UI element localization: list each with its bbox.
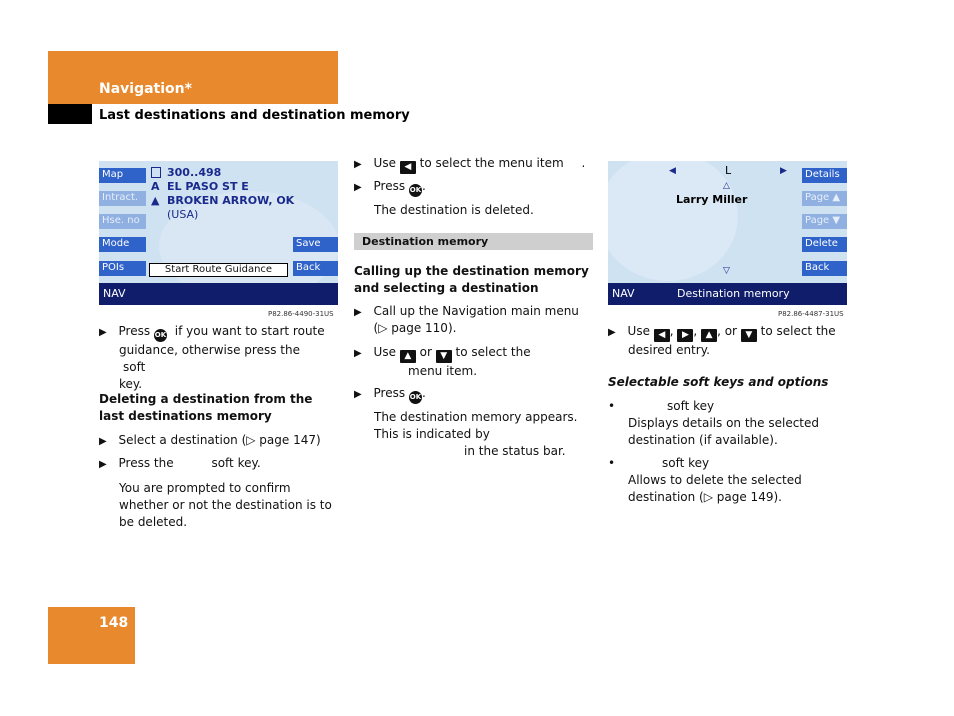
street-line: EL PASO ST E xyxy=(167,180,249,193)
right-arrow-icon: ▶ xyxy=(780,166,787,176)
col1-step1: ▶ Press OK if you want to start route guidance, otherwise press the soft key. xyxy=(99,324,325,391)
left-key-icon: ◀ xyxy=(654,329,670,342)
col1-heading: Deleting a destination from the last destinations memory xyxy=(99,392,313,423)
header-orange-block xyxy=(48,51,338,104)
screenshot-route-guidance xyxy=(99,161,338,305)
left-arrow-icon: ◀ xyxy=(669,166,676,176)
bullet-arrow-icon: ▶ xyxy=(99,436,107,447)
bullet-arrow-icon: ▶ xyxy=(354,182,362,193)
bullet-arrow-icon: ▶ xyxy=(99,327,107,338)
col2-note1: The destination is deleted. xyxy=(374,203,534,217)
status-nav: NAV xyxy=(612,287,635,300)
col3-step1: ▶ Use ◀ , ▶ , ▲ , or ▼ to select the desired entry. xyxy=(608,324,836,357)
up-key-icon: ▲ xyxy=(400,350,416,363)
city-line: BROKEN ARROW, OK xyxy=(167,194,295,207)
softkey-page-down: Page ▼ xyxy=(802,214,847,229)
subsection-title: Last destinations and destination memory xyxy=(99,108,410,123)
right-key-icon: ▶ xyxy=(677,329,693,342)
destination-memory-heading: Destination memory xyxy=(362,235,489,248)
ok-button-icon: OK xyxy=(409,391,422,404)
bullet-arrow-icon: ▶ xyxy=(608,327,616,338)
col3-option-details: • soft key Displays details on the selected destination (if available). xyxy=(608,399,820,447)
down-key-icon: ▼ xyxy=(436,350,452,363)
up-key-icon: ▲ xyxy=(701,329,717,342)
figure-id-2: P82.86-4487-31US xyxy=(778,310,844,318)
softkey-details: Details xyxy=(802,168,847,183)
status-destination-memory: Destination memory xyxy=(677,287,790,300)
col2-heading: Calling up the destination memory and selecting a destination xyxy=(354,264,589,295)
col1-step3: ▶ Press the soft key. xyxy=(99,456,261,470)
scroll-up-icon: △ xyxy=(723,181,730,191)
softkey-hse-no: Hse. no xyxy=(99,214,146,229)
figure-id-1: P82.86-4490-31US xyxy=(268,310,334,318)
bullet-arrow-icon: ▶ xyxy=(354,348,362,359)
col3-option-delete: • soft key Allows to delete the selected destination (▷ page 149). xyxy=(608,456,802,504)
street-icon: A xyxy=(151,180,160,193)
bullet-arrow-icon: ▶ xyxy=(354,159,362,170)
down-key-icon: ▼ xyxy=(741,329,757,342)
softkey-map: Map xyxy=(99,168,146,183)
softkey-page-up: Page ▲ xyxy=(802,191,847,206)
col2-step4: ▶ Use ▲ or ▼ to select the menu item. xyxy=(354,345,531,378)
col2-step2: ▶ Press OK. xyxy=(354,178,594,197)
bullet-dot: • xyxy=(608,399,616,413)
bullet-dot: • xyxy=(608,456,616,470)
status-bar xyxy=(608,283,847,305)
selected-entry-name: Larry Miller xyxy=(676,193,748,206)
house-number-line: 300..498 xyxy=(167,166,222,179)
col2-step1: ▶ Use ◀ to select the menu item . xyxy=(354,156,586,172)
col2-note2: The destination memory appears. This is indicated by in the status bar. xyxy=(374,410,578,458)
status-bar xyxy=(99,283,338,305)
country-line: (USA) xyxy=(167,208,199,221)
softkey-delete: Delete xyxy=(802,237,847,252)
status-nav: NAV xyxy=(103,287,126,300)
col1-step2: ▶ Select a destination (▷ page 147) xyxy=(99,433,321,447)
letter-field: L xyxy=(725,164,732,177)
left-key-icon: ◀ xyxy=(400,161,416,174)
screenshot-destination-memory xyxy=(608,161,847,305)
ok-button-icon: OK xyxy=(409,184,422,197)
section-title: Navigation* xyxy=(99,81,192,97)
start-guidance-field: Start Route Guidance xyxy=(149,263,288,277)
scroll-down-icon: ▽ xyxy=(723,266,730,276)
page-number: 148 xyxy=(99,615,129,631)
softkey-pois: POIs xyxy=(99,261,146,276)
col3-heading: Selectable soft keys and options xyxy=(608,375,829,389)
bullet-arrow-icon: ▶ xyxy=(354,389,362,400)
house-number-icon xyxy=(151,167,161,178)
softkey-intract: Intract. xyxy=(99,191,146,206)
softkey-back: Back xyxy=(802,261,847,276)
col2-step5: ▶ Press OK. xyxy=(354,385,594,404)
city-icon: ▲ xyxy=(151,194,160,207)
col1-note: You are prompted to confirm whether or not the destination is to be deleted. xyxy=(119,481,332,529)
bullet-arrow-icon: ▶ xyxy=(99,459,107,470)
softkey-save: Save xyxy=(293,237,338,252)
bullet-arrow-icon: ▶ xyxy=(354,307,362,318)
ok-button-icon: OK xyxy=(154,329,167,342)
header-black-marker xyxy=(48,104,92,124)
softkey-back: Back xyxy=(293,261,338,276)
col2-step3: ▶ Call up the Navigation main menu (▷ page 110). xyxy=(354,304,579,335)
softkey-mode: Mode xyxy=(99,237,146,252)
